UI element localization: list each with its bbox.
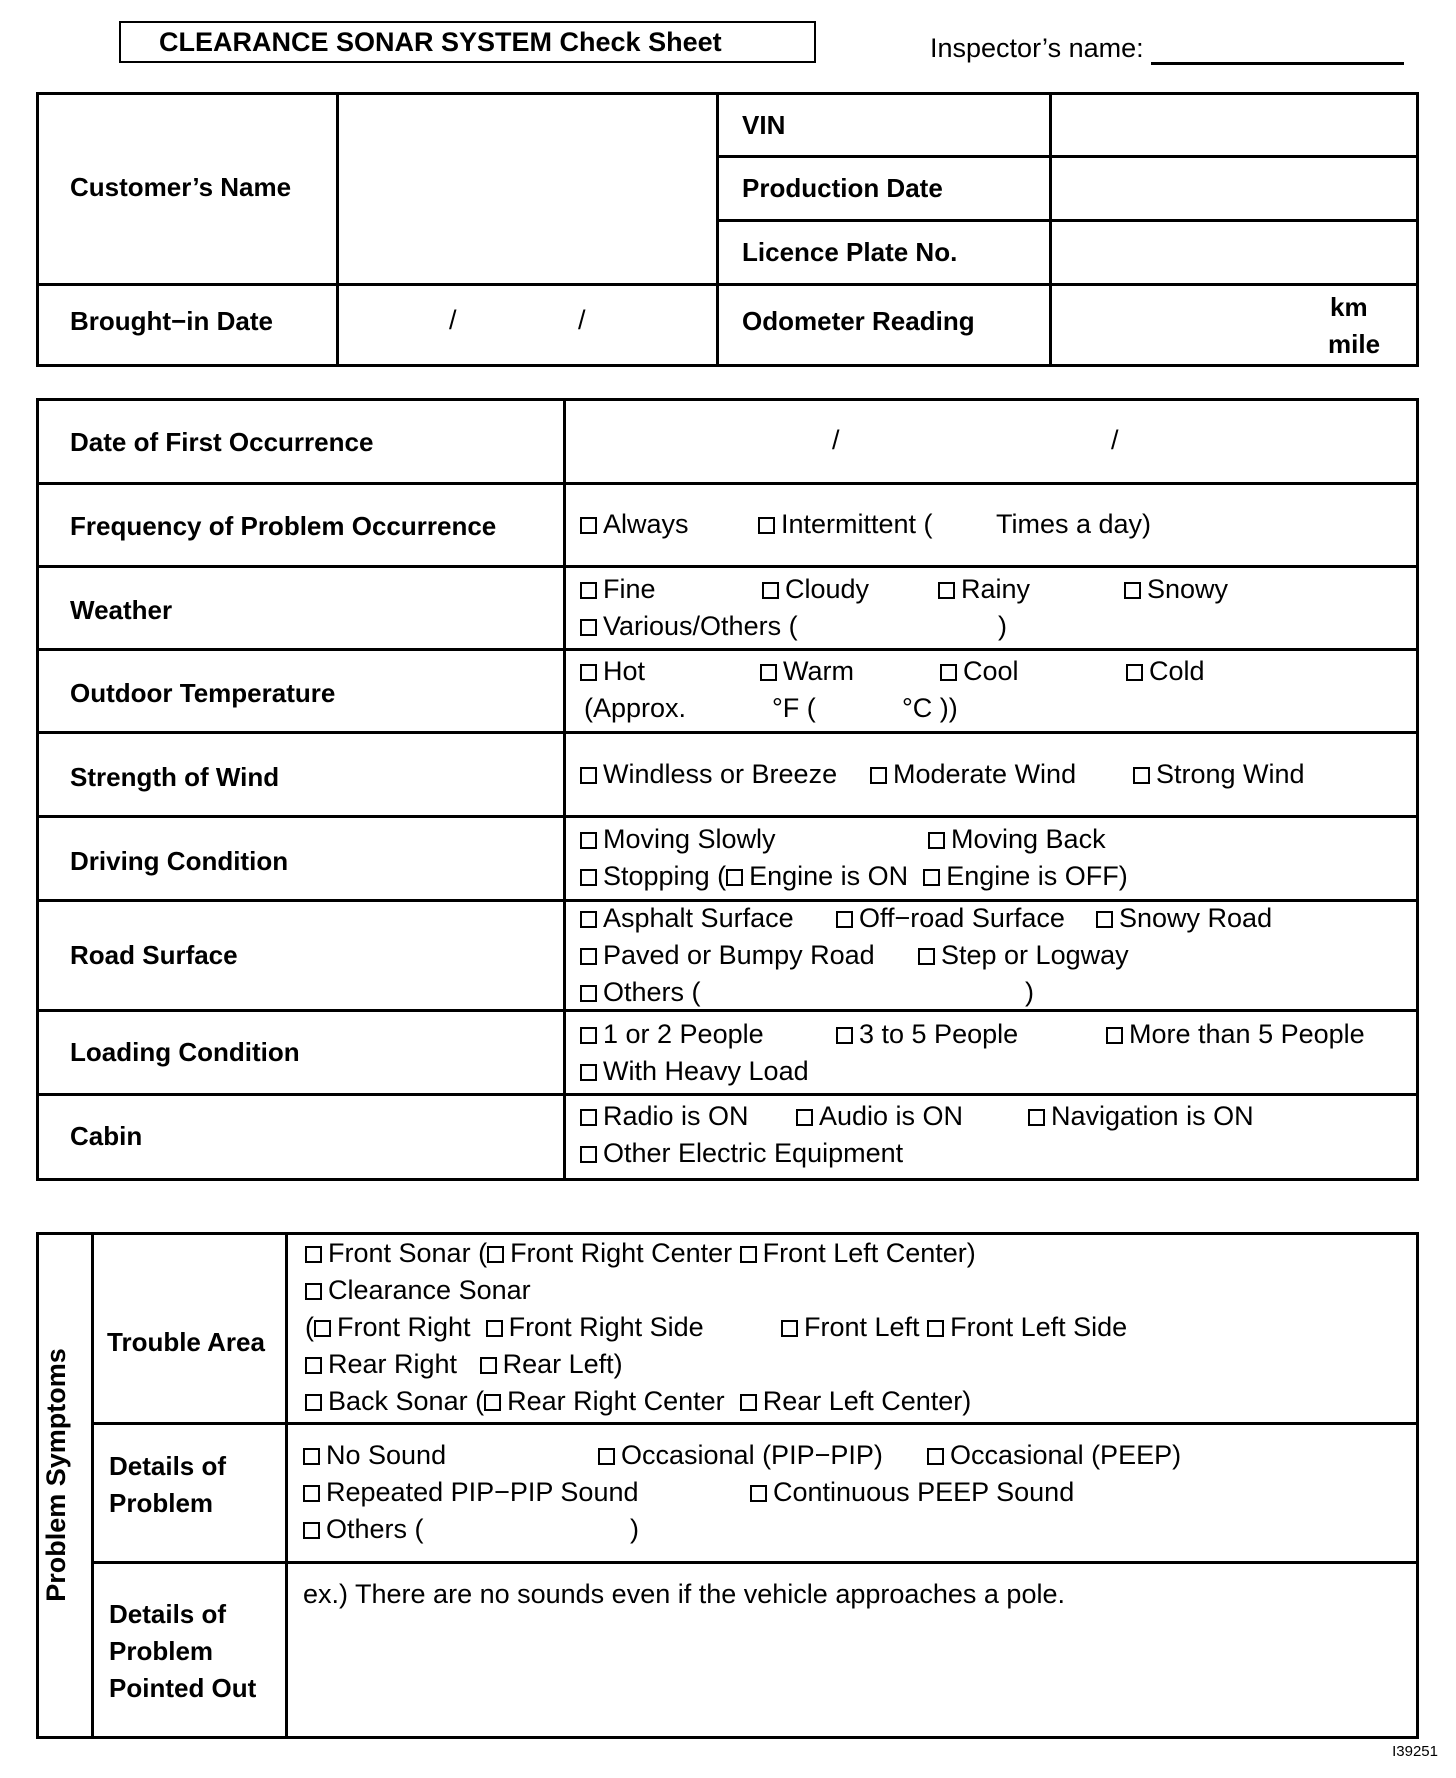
symptoms-table [36, 1232, 1419, 1739]
brought-in-date-label: Brought−in Date [70, 306, 273, 336]
opt-continuous-peep[interactable]: Continuous PEEP Sound [750, 1477, 1074, 1508]
checkbox[interactable] [1124, 582, 1141, 599]
opt-clearance-sonar[interactable]: Clearance Sonar [305, 1275, 531, 1306]
checkbox[interactable] [796, 1109, 813, 1126]
checkbox[interactable] [580, 1064, 597, 1081]
opt-asphalt[interactable]: Asphalt Surface [580, 903, 794, 934]
cabin-label: Cabin [70, 1121, 143, 1151]
customer-name-label: Customer’s Name [70, 172, 292, 202]
checkbox[interactable] [305, 1283, 322, 1300]
opt-strong-wind[interactable]: Strong Wind [1133, 759, 1305, 790]
opt-audio[interactable]: Audio is ON [796, 1101, 963, 1132]
opt-road-others[interactable]: Others ( [580, 977, 701, 1008]
opt-details-others[interactable]: Others ( [303, 1514, 424, 1545]
opt-back-sonar[interactable]: Back Sonar ( Rear Right Center Rear Left Center) [305, 1386, 971, 1417]
opt-radio[interactable]: Radio is ON [580, 1101, 749, 1132]
details-label-line1: Details of [109, 1451, 227, 1481]
date-separator: / [832, 425, 840, 455]
checkbox[interactable] [580, 948, 597, 965]
production-date-label: Production Date [742, 173, 943, 203]
checkbox[interactable] [580, 1027, 597, 1044]
opt-repeated-pip[interactable]: Repeated PIP−PIP Sound [303, 1477, 639, 1508]
driving-label: Driving Condition [70, 846, 289, 876]
opt-rear-sensors[interactable]: Rear Right Rear Left) [305, 1349, 623, 1380]
sheet-title: CLEARANCE SONAR SYSTEM Check Sheet [119, 21, 816, 63]
vin-label: VIN [742, 110, 786, 140]
checkbox[interactable] [580, 832, 597, 849]
opt-moving-slowly[interactable]: Moving Slowly [580, 824, 776, 855]
close-paren: ) [1025, 977, 1034, 1007]
checkbox[interactable] [314, 1320, 331, 1337]
checkbox[interactable] [484, 1394, 501, 1411]
checkbox[interactable] [303, 1522, 320, 1539]
opt-occasional-peep[interactable]: Occasional (PEEP) [927, 1440, 1181, 1471]
checkbox[interactable] [580, 582, 597, 599]
checkbox[interactable] [486, 1320, 503, 1337]
opt-always[interactable]: Always [580, 509, 689, 540]
checkbox[interactable] [781, 1320, 798, 1337]
opt-moving-back[interactable]: Moving Back [928, 824, 1106, 855]
opt-various[interactable]: Various/Others ( [580, 611, 798, 642]
checkbox[interactable] [580, 517, 597, 534]
checkbox[interactable] [836, 1027, 853, 1044]
figure-code: I39251 [1392, 1743, 1438, 1760]
checkbox[interactable] [303, 1485, 320, 1502]
checkbox[interactable] [726, 869, 743, 886]
date-separator: / [1111, 425, 1119, 455]
opt-navigation[interactable]: Navigation is ON [1028, 1101, 1254, 1132]
checkbox[interactable] [870, 767, 887, 784]
clearance-sonar-sensors[interactable]: ( Front Right Front Right Side [305, 1312, 704, 1342]
odometer-label: Odometer Reading [742, 306, 975, 336]
unit-mile: mile [1328, 329, 1381, 359]
road-label: Road Surface [70, 940, 238, 970]
opt-cold[interactable]: Cold [1126, 656, 1205, 687]
checkbox[interactable] [836, 911, 853, 928]
checkbox[interactable] [1106, 1027, 1123, 1044]
times-a-day: Times a day) [996, 509, 1152, 539]
details-label-line2: Problem [109, 1488, 214, 1518]
licence-plate-label: Licence Plate No. [742, 237, 958, 267]
checkbox[interactable] [305, 1394, 322, 1411]
checkbox[interactable] [305, 1357, 322, 1374]
opt-cool[interactable]: Cool [940, 656, 1019, 687]
opt-3-5-people[interactable]: 3 to 5 People [836, 1019, 1018, 1050]
opt-more-5-people[interactable]: More than 5 People [1106, 1019, 1365, 1050]
checkbox[interactable] [927, 1448, 944, 1465]
checkbox[interactable] [580, 1146, 597, 1163]
checkbox[interactable] [487, 1246, 504, 1263]
problem-symptoms-label: Problem Symptoms [41, 1348, 71, 1602]
close-paren: ) [630, 1514, 639, 1544]
temp-celsius: °C )) [902, 693, 958, 723]
trouble-area-label: Trouble Area [107, 1327, 265, 1357]
checkbox[interactable] [758, 517, 775, 534]
date-separator: / [578, 305, 586, 335]
pointed-label-line3: Pointed Out [109, 1673, 257, 1703]
frequency-label: Frequency of Problem Occurrence [70, 511, 497, 541]
temp-approx: (Approx. [584, 693, 687, 723]
checkbox[interactable] [923, 869, 940, 886]
inspector-name-field[interactable] [1151, 62, 1404, 65]
checkbox[interactable] [1126, 664, 1143, 681]
checkbox[interactable] [1028, 1109, 1045, 1126]
checkbox[interactable] [938, 582, 955, 599]
checkbox[interactable] [580, 664, 597, 681]
loading-label: Loading Condition [70, 1037, 300, 1067]
checkbox[interactable] [918, 948, 935, 965]
checkbox[interactable] [1133, 767, 1150, 784]
opt-intermittent[interactable]: Intermittent ( [758, 509, 933, 540]
checkbox[interactable] [580, 767, 597, 784]
opt-paved[interactable]: Paved or Bumpy Road [580, 940, 875, 971]
date-separator: / [449, 305, 457, 335]
pointed-label-line1: Details of [109, 1599, 227, 1629]
weather-label: Weather [70, 595, 173, 625]
outdoor-temp-label: Outdoor Temperature [70, 678, 336, 708]
opt-snowy[interactable]: Snowy [1124, 574, 1228, 605]
checkbox[interactable] [598, 1448, 615, 1465]
checkbox[interactable] [740, 1394, 757, 1411]
checkbox[interactable] [762, 582, 779, 599]
opt-snowy-road[interactable]: Snowy Road [1096, 903, 1272, 934]
checkbox[interactable] [927, 1320, 944, 1337]
opt-moderate-wind[interactable]: Moderate Wind [870, 759, 1076, 790]
checkbox[interactable] [303, 1448, 320, 1465]
opt-fine[interactable]: Fine [580, 574, 656, 605]
wind-label: Strength of Wind [70, 762, 280, 792]
checkbox[interactable] [580, 985, 597, 1002]
checkbox[interactable] [940, 664, 957, 681]
opt-occasional-pip[interactable]: Occasional (PIP−PIP) [598, 1440, 883, 1471]
opt-front-left[interactable]: Front Left Front Left Side [781, 1312, 1127, 1343]
opt-cloudy[interactable]: Cloudy [762, 574, 869, 605]
checkbox[interactable] [740, 1246, 757, 1263]
checkbox[interactable] [580, 869, 597, 886]
opt-rainy[interactable]: Rainy [938, 574, 1030, 605]
opt-windless[interactable]: Windless or Breeze [580, 759, 837, 790]
opt-hot[interactable]: Hot [580, 656, 645, 687]
opt-offroad[interactable]: Off−road Surface [836, 903, 1065, 934]
date-first-label: Date of First Occurrence [70, 427, 374, 457]
opt-other-electric[interactable]: Other Electric Equipment [580, 1138, 903, 1169]
checkbox[interactable] [580, 1109, 597, 1126]
checkbox[interactable] [928, 832, 945, 849]
checkbox[interactable] [1096, 911, 1113, 928]
pointed-label-line2: Problem [109, 1636, 214, 1666]
checkbox[interactable] [305, 1246, 322, 1263]
opt-front-sonar[interactable]: Front Sonar ( Front Right Center Front Left Center) [305, 1238, 976, 1269]
opt-no-sound[interactable]: No Sound [303, 1440, 446, 1471]
checkbox[interactable] [580, 619, 597, 636]
checkbox[interactable] [760, 664, 777, 681]
unit-km: km [1330, 292, 1368, 322]
opt-step[interactable]: Step or Logway [918, 940, 1129, 971]
opt-stopping[interactable]: Stopping ( Engine is ON Engine is OFF) [580, 861, 1128, 892]
temp-fahrenheit: °F ( [772, 693, 816, 723]
checkbox[interactable] [750, 1485, 767, 1502]
opt-heavy-load[interactable]: With Heavy Load [580, 1056, 809, 1087]
opt-1-2-people[interactable]: 1 or 2 People [580, 1019, 764, 1050]
close-paren: ) [998, 611, 1007, 641]
example-text: ex.) There are no sounds even if the vehicle approaches a pole. [303, 1579, 1065, 1609]
checkbox[interactable] [480, 1357, 497, 1374]
opt-warm[interactable]: Warm [760, 656, 854, 687]
checkbox[interactable] [580, 911, 597, 928]
inspector-label: Inspector’s name: [930, 33, 1144, 63]
